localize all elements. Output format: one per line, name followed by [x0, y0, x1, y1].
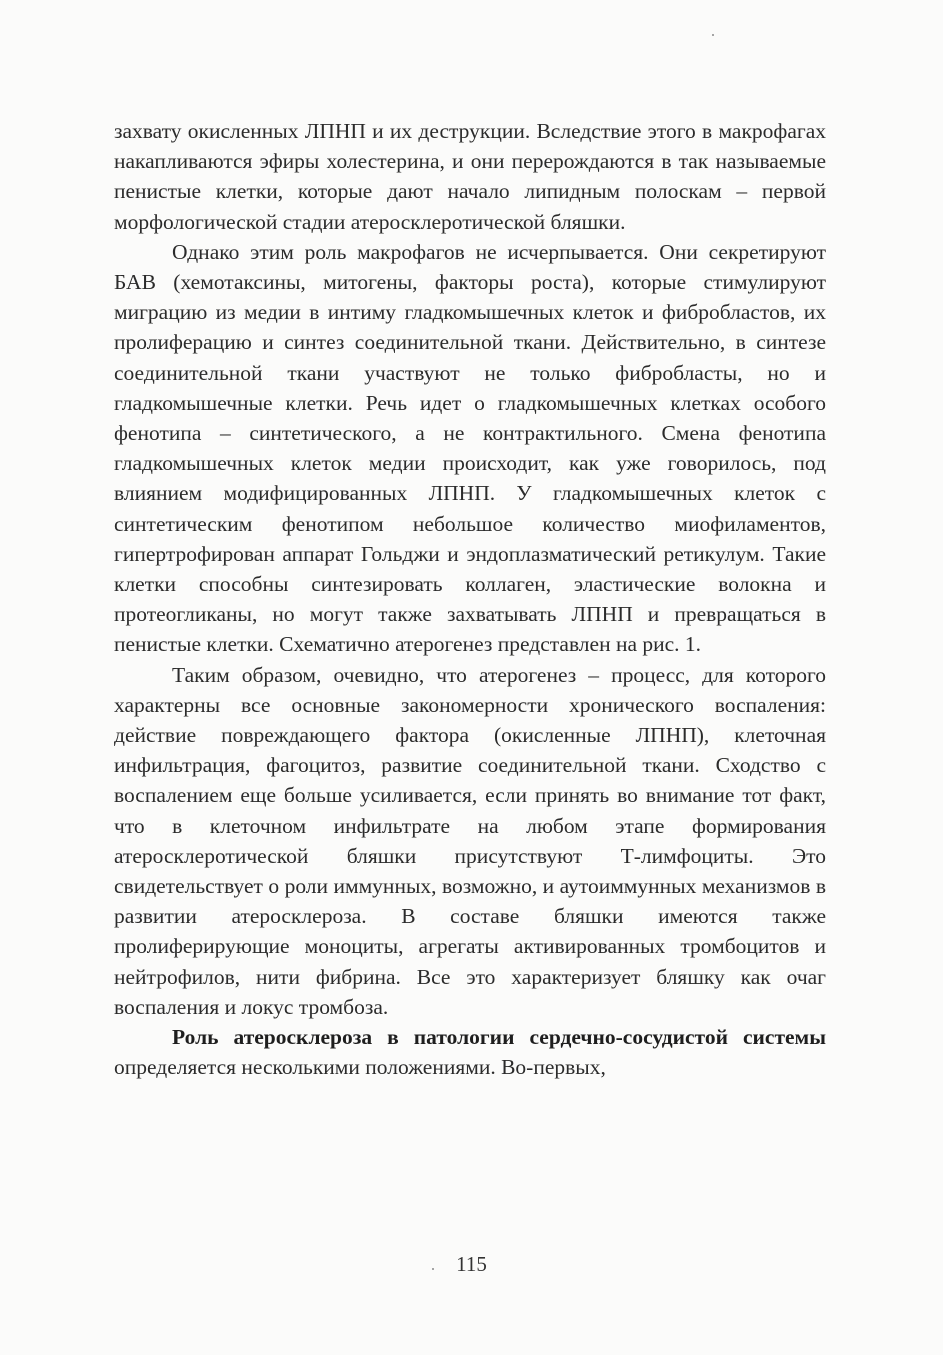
page-number: 115 [456, 1252, 487, 1276]
section-lead-bold: Роль атеросклероза в патологии сердечно-сосудистой системы [172, 1025, 826, 1050]
paragraph-1: захвату окисленных ЛПНП и их деструкции. Вследствие этого в макрофагах накапливаются эфиры холестерина, и они перерождаются в так называемые пенистые клетки, которые дают начало липидным полоскам – первой морфологической стадии атеросклеротической бляшки. [114, 119, 826, 234]
body-text [114, 116, 826, 1083]
scan-speck [712, 34, 714, 36]
paragraph-4-continuation: определяется несколькими положениями. Во-первых, [114, 1055, 606, 1080]
paragraph-2: Однако этим роль макрофагов не исчерпывается. Они секретируют БАВ (хемотаксины, митогены, факторы роста), которые стимулируют миграцию из медии в интиму гладкомышечных клеток и фибробластов, их пролиферацию и синтез соединительной ткани. Действительно, в синтезе соединительной ткани участвуют не только фибробласты, но и гладкомышечные клетки. Речь идет о гладкомышечных клетках особого фенотипа – синтетического, а не контрактильного. Смена фенотипа гладкомышечных клеток медии происходит, как уже говорилось, под влиянием модифицированных ЛПНП. У гладкомышечных клеток с синтетическим фенотипом небольшое количество миофиламентов, гипертрофирован аппарат Гольджи и эндоплазматический ретикулум. Такие клетки способны синтезировать коллаген, эластические волокна и протеогликаны, но могут также захватывать ЛПНП и превращаться в пенистые клетки. Схематично атерогенез представлен на рис. 1. [114, 239, 826, 657]
paragraph-4 [114, 1022, 826, 1082]
paragraph-3: Таким образом, очевидно, что атерогенез – процесс, для которого характерны все основные закономерности хронического воспаления: действие повреждающего фактора (окисленные ЛПНП), клеточная инфильтрация, фагоцитоз, развитие соединительной ткани. Сходство с воспалением еще больше усиливается, если принять во внимание тот факт, что в клеточном инфильтрате на любом этапе формирования атеросклеротической бляшки присутствуют Т-лимфоциты. Это свидетельствует о роли иммунных, возможно, и аутоиммунных механизмов в развитии атеросклероза. В составе бляшки имеются также пролиферирующие моноциты, агрегаты активированных тромбоцитов и нейтрофилов, нити фибрина. Все это характеризует бляшку как очаг воспаления и локус тромбоза. [114, 662, 826, 1019]
